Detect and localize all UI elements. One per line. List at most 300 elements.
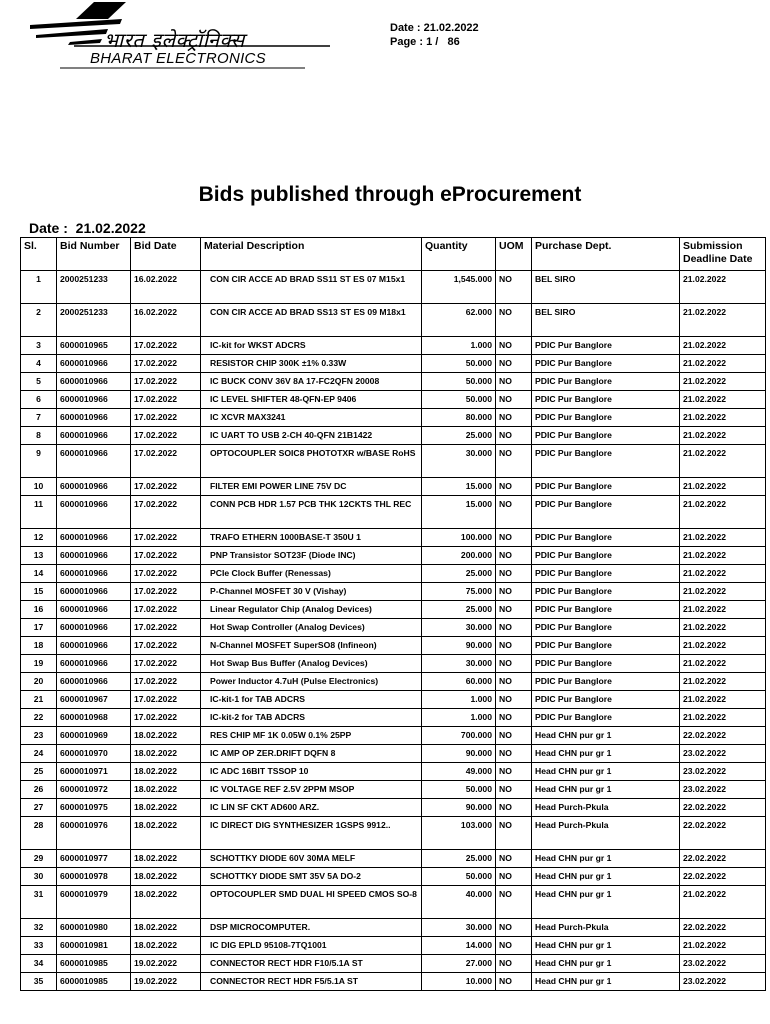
table-row bbox=[21, 478, 766, 496]
cell-material: PCIe Clock Buffer (Renessas) bbox=[201, 565, 422, 583]
cell-deadline: 21.02.2022 bbox=[680, 355, 766, 373]
cell-dept: PDIC Pur Banglore bbox=[532, 391, 680, 409]
cell-bid-number: 6000010966 bbox=[57, 547, 131, 565]
cell-bid-number: 6000010978 bbox=[57, 868, 131, 886]
cell-dept: Head Purch-Pkula bbox=[532, 919, 680, 937]
cell-dept: Head CHN pur gr 1 bbox=[532, 781, 680, 799]
col-header-deadline: Submission Deadline Date bbox=[680, 238, 766, 271]
cell-bid-number: 6000010966 bbox=[57, 619, 131, 637]
cell-quantity: 27.000 bbox=[422, 955, 496, 973]
cell-uom: NO bbox=[496, 337, 532, 355]
cell-sl: 13 bbox=[21, 547, 57, 565]
cell-quantity: 30.000 bbox=[422, 619, 496, 637]
cell-material: IC-kit for WKST ADCRS bbox=[201, 337, 422, 355]
cell-dept: Head CHN pur gr 1 bbox=[532, 745, 680, 763]
cell-material: SCHOTTKY DIODE SMT 35V 5A DO-2 bbox=[201, 868, 422, 886]
cell-sl: 11 bbox=[21, 496, 57, 529]
table-header-row bbox=[21, 238, 766, 271]
cell-sl: 20 bbox=[21, 673, 57, 691]
cell-sl: 21 bbox=[21, 691, 57, 709]
cell-bid-date: 17.02.2022 bbox=[131, 373, 201, 391]
cell-dept: Head CHN pur gr 1 bbox=[532, 727, 680, 745]
cell-uom: NO bbox=[496, 529, 532, 547]
cell-deadline: 21.02.2022 bbox=[680, 937, 766, 955]
cell-bid-number: 6000010966 bbox=[57, 529, 131, 547]
cell-deadline: 21.02.2022 bbox=[680, 565, 766, 583]
cell-material: IC AMP OP ZER.DRIFT DQFN 8 bbox=[201, 745, 422, 763]
col-header-bid-number: Bid Number bbox=[57, 238, 131, 271]
cell-quantity: 1.000 bbox=[422, 337, 496, 355]
cell-bid-date: 17.02.2022 bbox=[131, 709, 201, 727]
cell-bid-date: 18.02.2022 bbox=[131, 937, 201, 955]
cell-quantity: 1,545.000 bbox=[422, 271, 496, 304]
col-header-bid-date: Bid Date bbox=[131, 238, 201, 271]
cell-sl: 6 bbox=[21, 391, 57, 409]
cell-quantity: 1.000 bbox=[422, 691, 496, 709]
cell-quantity: 50.000 bbox=[422, 355, 496, 373]
cell-quantity: 49.000 bbox=[422, 763, 496, 781]
cell-bid-number: 6000010969 bbox=[57, 727, 131, 745]
cell-quantity: 62.000 bbox=[422, 304, 496, 337]
cell-uom: NO bbox=[496, 973, 532, 991]
cell-uom: NO bbox=[496, 781, 532, 799]
cell-deadline: 21.02.2022 bbox=[680, 709, 766, 727]
cell-quantity: 80.000 bbox=[422, 409, 496, 427]
cell-bid-number: 6000010966 bbox=[57, 427, 131, 445]
table-row bbox=[21, 427, 766, 445]
cell-sl: 25 bbox=[21, 763, 57, 781]
cell-deadline: 21.02.2022 bbox=[680, 373, 766, 391]
cell-bid-date: 19.02.2022 bbox=[131, 955, 201, 973]
cell-uom: NO bbox=[496, 409, 532, 427]
cell-quantity: 50.000 bbox=[422, 868, 496, 886]
table-row bbox=[21, 337, 766, 355]
cell-uom: NO bbox=[496, 478, 532, 496]
cell-deadline: 21.02.2022 bbox=[680, 886, 766, 919]
cell-bid-date: 16.02.2022 bbox=[131, 271, 201, 304]
cell-material: IC BUCK CONV 36V 8A 17-FC2QFN 20008 bbox=[201, 373, 422, 391]
table-row bbox=[21, 655, 766, 673]
cell-material: CON CIR ACCE AD BRAD SS13 ST ES 09 M18x1 bbox=[201, 304, 422, 337]
cell-dept: Head CHN pur gr 1 bbox=[532, 955, 680, 973]
cell-uom: NO bbox=[496, 745, 532, 763]
cell-bid-number: 6000010966 bbox=[57, 583, 131, 601]
cell-uom: NO bbox=[496, 619, 532, 637]
cell-sl: 14 bbox=[21, 565, 57, 583]
cell-sl: 15 bbox=[21, 583, 57, 601]
cell-bid-date: 17.02.2022 bbox=[131, 445, 201, 478]
cell-bid-date: 17.02.2022 bbox=[131, 337, 201, 355]
cell-dept: PDIC Pur Banglore bbox=[532, 637, 680, 655]
cell-quantity: 50.000 bbox=[422, 391, 496, 409]
cell-material: PNP Transistor SOT23F (Diode INC) bbox=[201, 547, 422, 565]
cell-deadline: 23.02.2022 bbox=[680, 763, 766, 781]
cell-bid-number: 6000010966 bbox=[57, 565, 131, 583]
cell-bid-number: 6000010979 bbox=[57, 886, 131, 919]
table-body bbox=[21, 271, 766, 991]
cell-material: CONN PCB HDR 1.57 PCB THK 12CKTS THL REC bbox=[201, 496, 422, 529]
cell-sl: 26 bbox=[21, 781, 57, 799]
cell-uom: NO bbox=[496, 637, 532, 655]
cell-dept: PDIC Pur Banglore bbox=[532, 601, 680, 619]
cell-deadline: 21.02.2022 bbox=[680, 529, 766, 547]
cell-material: P-Channel MOSFET 30 V (Vishay) bbox=[201, 583, 422, 601]
cell-dept: PDIC Pur Banglore bbox=[532, 655, 680, 673]
cell-deadline: 21.02.2022 bbox=[680, 304, 766, 337]
cell-quantity: 30.000 bbox=[422, 445, 496, 478]
cell-sl: 12 bbox=[21, 529, 57, 547]
cell-sl: 24 bbox=[21, 745, 57, 763]
cell-quantity: 100.000 bbox=[422, 529, 496, 547]
cell-uom: NO bbox=[496, 868, 532, 886]
cell-bid-date: 16.02.2022 bbox=[131, 304, 201, 337]
cell-uom: NO bbox=[496, 799, 532, 817]
col-header-material: Material Description bbox=[201, 238, 422, 271]
cell-quantity: 90.000 bbox=[422, 637, 496, 655]
cell-quantity: 60.000 bbox=[422, 673, 496, 691]
cell-dept: PDIC Pur Banglore bbox=[532, 619, 680, 637]
cell-bid-date: 17.02.2022 bbox=[131, 637, 201, 655]
cell-deadline: 21.02.2022 bbox=[680, 601, 766, 619]
cell-dept: Head CHN pur gr 1 bbox=[532, 763, 680, 781]
cell-sl: 22 bbox=[21, 709, 57, 727]
cell-sl: 18 bbox=[21, 637, 57, 655]
cell-bid-number: 6000010966 bbox=[57, 601, 131, 619]
cell-quantity: 10.000 bbox=[422, 973, 496, 991]
cell-sl: 8 bbox=[21, 427, 57, 445]
cell-bid-number: 6000010985 bbox=[57, 973, 131, 991]
cell-sl: 28 bbox=[21, 817, 57, 850]
cell-bid-number: 6000010977 bbox=[57, 850, 131, 868]
cell-dept: Head Purch-Pkula bbox=[532, 799, 680, 817]
report-date: Date : 21.02.2022 bbox=[390, 22, 479, 34]
table-row bbox=[21, 817, 766, 850]
cell-deadline: 21.02.2022 bbox=[680, 478, 766, 496]
page-title: Bids published through eProcurement bbox=[198, 183, 582, 206]
table-row bbox=[21, 886, 766, 919]
cell-material: Hot Swap Controller (Analog Devices) bbox=[201, 619, 422, 637]
cell-material: Power Inductor 4.7uH (Pulse Electronics) bbox=[201, 673, 422, 691]
cell-bid-number: 6000010966 bbox=[57, 637, 131, 655]
table-row bbox=[21, 601, 766, 619]
cell-sl: 27 bbox=[21, 799, 57, 817]
cell-uom: NO bbox=[496, 496, 532, 529]
table-row bbox=[21, 919, 766, 937]
cell-sl: 10 bbox=[21, 478, 57, 496]
cell-deadline: 21.02.2022 bbox=[680, 427, 766, 445]
cell-sl: 2 bbox=[21, 304, 57, 337]
cell-bid-number: 6000010966 bbox=[57, 655, 131, 673]
cell-bid-date: 17.02.2022 bbox=[131, 496, 201, 529]
table-row bbox=[21, 496, 766, 529]
logo-hindi-text: भारत इलेक्ट्रॉनिक्स bbox=[104, 28, 245, 52]
cell-bid-date: 17.02.2022 bbox=[131, 673, 201, 691]
cell-dept: PDIC Pur Banglore bbox=[532, 445, 680, 478]
cell-dept: PDIC Pur Banglore bbox=[532, 547, 680, 565]
cell-deadline: 21.02.2022 bbox=[680, 445, 766, 478]
cell-material: OPTOCOUPLER SOIC8 PHOTOTXR w/BASE RoHS bbox=[201, 445, 422, 478]
cell-uom: NO bbox=[496, 304, 532, 337]
cell-bid-number: 6000010966 bbox=[57, 409, 131, 427]
table-row bbox=[21, 781, 766, 799]
cell-bid-number: 6000010968 bbox=[57, 709, 131, 727]
col-header-dept: Purchase Dept. bbox=[532, 238, 680, 271]
cell-deadline: 21.02.2022 bbox=[680, 409, 766, 427]
cell-sl: 7 bbox=[21, 409, 57, 427]
table-row bbox=[21, 763, 766, 781]
cell-material: IC XCVR MAX3241 bbox=[201, 409, 422, 427]
cell-quantity: 30.000 bbox=[422, 655, 496, 673]
cell-uom: NO bbox=[496, 427, 532, 445]
table-row bbox=[21, 745, 766, 763]
cell-material: Linear Regulator Chip (Analog Devices) bbox=[201, 601, 422, 619]
cell-uom: NO bbox=[496, 763, 532, 781]
cell-dept: PDIC Pur Banglore bbox=[532, 355, 680, 373]
cell-dept: BEL SIRO bbox=[532, 271, 680, 304]
cell-dept: PDIC Pur Banglore bbox=[532, 691, 680, 709]
cell-dept: PDIC Pur Banglore bbox=[532, 373, 680, 391]
cell-dept: Head CHN pur gr 1 bbox=[532, 850, 680, 868]
cell-uom: NO bbox=[496, 547, 532, 565]
cell-deadline: 21.02.2022 bbox=[680, 391, 766, 409]
cell-bid-date: 17.02.2022 bbox=[131, 655, 201, 673]
cell-bid-number: 6000010985 bbox=[57, 955, 131, 973]
table-row bbox=[21, 529, 766, 547]
table-row bbox=[21, 373, 766, 391]
cell-bid-date: 18.02.2022 bbox=[131, 868, 201, 886]
cell-uom: NO bbox=[496, 271, 532, 304]
header-meta bbox=[390, 21, 479, 49]
table-row bbox=[21, 565, 766, 583]
cell-sl: 16 bbox=[21, 601, 57, 619]
logo-english-text: BHARAT ELECTRONICS bbox=[90, 50, 266, 67]
cell-bid-number: 6000010981 bbox=[57, 937, 131, 955]
cell-deadline: 22.02.2022 bbox=[680, 727, 766, 745]
col-header-sl: Sl. bbox=[21, 238, 57, 271]
cell-bid-date: 18.02.2022 bbox=[131, 817, 201, 850]
cell-sl: 35 bbox=[21, 973, 57, 991]
cell-quantity: 50.000 bbox=[422, 781, 496, 799]
cell-material: IC DIG EPLD 95108-7TQ1001 bbox=[201, 937, 422, 955]
cell-bid-date: 18.02.2022 bbox=[131, 886, 201, 919]
cell-uom: NO bbox=[496, 709, 532, 727]
cell-uom: NO bbox=[496, 850, 532, 868]
cell-sl: 19 bbox=[21, 655, 57, 673]
cell-deadline: 21.02.2022 bbox=[680, 673, 766, 691]
cell-sl: 30 bbox=[21, 868, 57, 886]
cell-deadline: 21.02.2022 bbox=[680, 271, 766, 304]
cell-bid-number: 6000010966 bbox=[57, 355, 131, 373]
cell-sl: 29 bbox=[21, 850, 57, 868]
cell-bid-number: 6000010966 bbox=[57, 391, 131, 409]
cell-uom: NO bbox=[496, 691, 532, 709]
cell-deadline: 21.02.2022 bbox=[680, 547, 766, 565]
page-number: Page : 1 / 86 bbox=[390, 36, 460, 48]
cell-bid-date: 18.02.2022 bbox=[131, 919, 201, 937]
cell-dept: Head CHN pur gr 1 bbox=[532, 937, 680, 955]
cell-bid-date: 18.02.2022 bbox=[131, 781, 201, 799]
cell-material: IC-kit-1 for TAB ADCRS bbox=[201, 691, 422, 709]
cell-uom: NO bbox=[496, 727, 532, 745]
cell-uom: NO bbox=[496, 445, 532, 478]
cell-deadline: 23.02.2022 bbox=[680, 973, 766, 991]
cell-bid-date: 18.02.2022 bbox=[131, 763, 201, 781]
cell-dept: PDIC Pur Banglore bbox=[532, 337, 680, 355]
table-row bbox=[21, 727, 766, 745]
cell-material: IC LIN SF CKT AD600 ARZ. bbox=[201, 799, 422, 817]
cell-uom: NO bbox=[496, 655, 532, 673]
cell-quantity: 700.000 bbox=[422, 727, 496, 745]
cell-material: RES CHIP MF 1K 0.05W 0.1% 25PP bbox=[201, 727, 422, 745]
cell-material: Hot Swap Bus Buffer (Analog Devices) bbox=[201, 655, 422, 673]
cell-dept: PDIC Pur Banglore bbox=[532, 496, 680, 529]
table-row bbox=[21, 445, 766, 478]
cell-deadline: 21.02.2022 bbox=[680, 691, 766, 709]
cell-uom: NO bbox=[496, 565, 532, 583]
cell-bid-number: 6000010966 bbox=[57, 445, 131, 478]
table-row bbox=[21, 547, 766, 565]
cell-deadline: 21.02.2022 bbox=[680, 619, 766, 637]
cell-material: CON CIR ACCE AD BRAD SS11 ST ES 07 M15x1 bbox=[201, 271, 422, 304]
cell-deadline: 22.02.2022 bbox=[680, 919, 766, 937]
table-row bbox=[21, 799, 766, 817]
cell-bid-number: 6000010980 bbox=[57, 919, 131, 937]
table-row bbox=[21, 391, 766, 409]
cell-quantity: 103.000 bbox=[422, 817, 496, 850]
cell-uom: NO bbox=[496, 673, 532, 691]
table-row bbox=[21, 271, 766, 304]
cell-bid-number: 2000251233 bbox=[57, 304, 131, 337]
cell-uom: NO bbox=[496, 919, 532, 937]
cell-bid-date: 19.02.2022 bbox=[131, 973, 201, 991]
cell-bid-date: 17.02.2022 bbox=[131, 601, 201, 619]
cell-dept: PDIC Pur Banglore bbox=[532, 709, 680, 727]
cell-bid-date: 17.02.2022 bbox=[131, 619, 201, 637]
cell-bid-date: 18.02.2022 bbox=[131, 850, 201, 868]
cell-quantity: 14.000 bbox=[422, 937, 496, 955]
cell-deadline: 22.02.2022 bbox=[680, 868, 766, 886]
cell-bid-date: 17.02.2022 bbox=[131, 409, 201, 427]
date-heading: Date : 21.02.2022 bbox=[29, 220, 146, 236]
cell-sl: 23 bbox=[21, 727, 57, 745]
cell-sl: 33 bbox=[21, 937, 57, 955]
cell-dept: Head Purch-Pkula bbox=[532, 817, 680, 850]
cell-uom: NO bbox=[496, 817, 532, 850]
cell-bid-number: 6000010966 bbox=[57, 478, 131, 496]
bids-table bbox=[20, 237, 766, 991]
cell-quantity: 15.000 bbox=[422, 478, 496, 496]
cell-bid-number: 6000010975 bbox=[57, 799, 131, 817]
table-row bbox=[21, 850, 766, 868]
cell-sl: 4 bbox=[21, 355, 57, 373]
cell-dept: PDIC Pur Banglore bbox=[532, 478, 680, 496]
table-row bbox=[21, 673, 766, 691]
cell-material: IC LEVEL SHIFTER 48-QFN-EP 9406 bbox=[201, 391, 422, 409]
cell-quantity: 1.000 bbox=[422, 709, 496, 727]
cell-deadline: 22.02.2022 bbox=[680, 817, 766, 850]
cell-material: IC UART TO USB 2-CH 40-QFN 21B1422 bbox=[201, 427, 422, 445]
cell-bid-date: 17.02.2022 bbox=[131, 391, 201, 409]
cell-quantity: 25.000 bbox=[422, 427, 496, 445]
cell-material: IC DIRECT DIG SYNTHESIZER 1GSPS 9912.. bbox=[201, 817, 422, 850]
cell-material: IC-kit-2 for TAB ADCRS bbox=[201, 709, 422, 727]
cell-bid-number: 6000010971 bbox=[57, 763, 131, 781]
cell-sl: 5 bbox=[21, 373, 57, 391]
cell-material: CONNECTOR RECT HDR F5/5.1A ST bbox=[201, 973, 422, 991]
cell-dept: PDIC Pur Banglore bbox=[532, 427, 680, 445]
cell-deadline: 23.02.2022 bbox=[680, 745, 766, 763]
cell-dept: PDIC Pur Banglore bbox=[532, 409, 680, 427]
cell-uom: NO bbox=[496, 955, 532, 973]
cell-quantity: 90.000 bbox=[422, 799, 496, 817]
cell-deadline: 21.02.2022 bbox=[680, 637, 766, 655]
cell-quantity: 25.000 bbox=[422, 850, 496, 868]
cell-bid-date: 17.02.2022 bbox=[131, 547, 201, 565]
cell-bid-number: 6000010967 bbox=[57, 691, 131, 709]
cell-material: OPTOCOUPLER SMD DUAL HI SPEED CMOS SO-8 bbox=[201, 886, 422, 919]
cell-deadline: 23.02.2022 bbox=[680, 955, 766, 973]
cell-bid-number: 6000010966 bbox=[57, 373, 131, 391]
cell-material: SCHOTTKY DIODE 60V 30MA MELF bbox=[201, 850, 422, 868]
cell-material: DSP MICROCOMPUTER. bbox=[201, 919, 422, 937]
cell-bid-date: 17.02.2022 bbox=[131, 427, 201, 445]
cell-sl: 3 bbox=[21, 337, 57, 355]
cell-quantity: 75.000 bbox=[422, 583, 496, 601]
cell-sl: 34 bbox=[21, 955, 57, 973]
cell-bid-number: 6000010970 bbox=[57, 745, 131, 763]
cell-deadline: 21.02.2022 bbox=[680, 496, 766, 529]
cell-material: IC ADC 16BIT TSSOP 10 bbox=[201, 763, 422, 781]
cell-uom: NO bbox=[496, 391, 532, 409]
cell-dept: Head CHN pur gr 1 bbox=[532, 886, 680, 919]
cell-dept: BEL SIRO bbox=[532, 304, 680, 337]
cell-material: RESISTOR CHIP 300K ±1% 0.33W bbox=[201, 355, 422, 373]
cell-uom: NO bbox=[496, 355, 532, 373]
cell-material: N-Channel MOSFET SuperSO8 (Infineon) bbox=[201, 637, 422, 655]
cell-bid-date: 17.02.2022 bbox=[131, 583, 201, 601]
cell-bid-date: 18.02.2022 bbox=[131, 745, 201, 763]
cell-bid-date: 17.02.2022 bbox=[131, 565, 201, 583]
cell-quantity: 90.000 bbox=[422, 745, 496, 763]
table-row bbox=[21, 973, 766, 991]
cell-quantity: 200.000 bbox=[422, 547, 496, 565]
table-row bbox=[21, 691, 766, 709]
cell-sl: 31 bbox=[21, 886, 57, 919]
cell-bid-date: 17.02.2022 bbox=[131, 529, 201, 547]
table-row bbox=[21, 304, 766, 337]
table-row bbox=[21, 709, 766, 727]
cell-dept: Head CHN pur gr 1 bbox=[532, 868, 680, 886]
cell-material: CONNECTOR RECT HDR F10/5.1A ST bbox=[201, 955, 422, 973]
cell-bid-number: 2000251233 bbox=[57, 271, 131, 304]
cell-sl: 1 bbox=[21, 271, 57, 304]
col-header-quantity: Quantity bbox=[422, 238, 496, 271]
cell-deadline: 22.02.2022 bbox=[680, 850, 766, 868]
cell-dept: Head CHN pur gr 1 bbox=[532, 973, 680, 991]
cell-uom: NO bbox=[496, 373, 532, 391]
cell-deadline: 21.02.2022 bbox=[680, 655, 766, 673]
cell-deadline: 22.02.2022 bbox=[680, 799, 766, 817]
table-row bbox=[21, 637, 766, 655]
cell-quantity: 40.000 bbox=[422, 886, 496, 919]
cell-bid-date: 17.02.2022 bbox=[131, 478, 201, 496]
cell-uom: NO bbox=[496, 937, 532, 955]
table-row bbox=[21, 355, 766, 373]
cell-dept: PDIC Pur Banglore bbox=[532, 529, 680, 547]
cell-material: TRAFO ETHERN 1000BASE-T 350U 1 bbox=[201, 529, 422, 547]
cell-bid-date: 17.02.2022 bbox=[131, 355, 201, 373]
cell-uom: NO bbox=[496, 601, 532, 619]
